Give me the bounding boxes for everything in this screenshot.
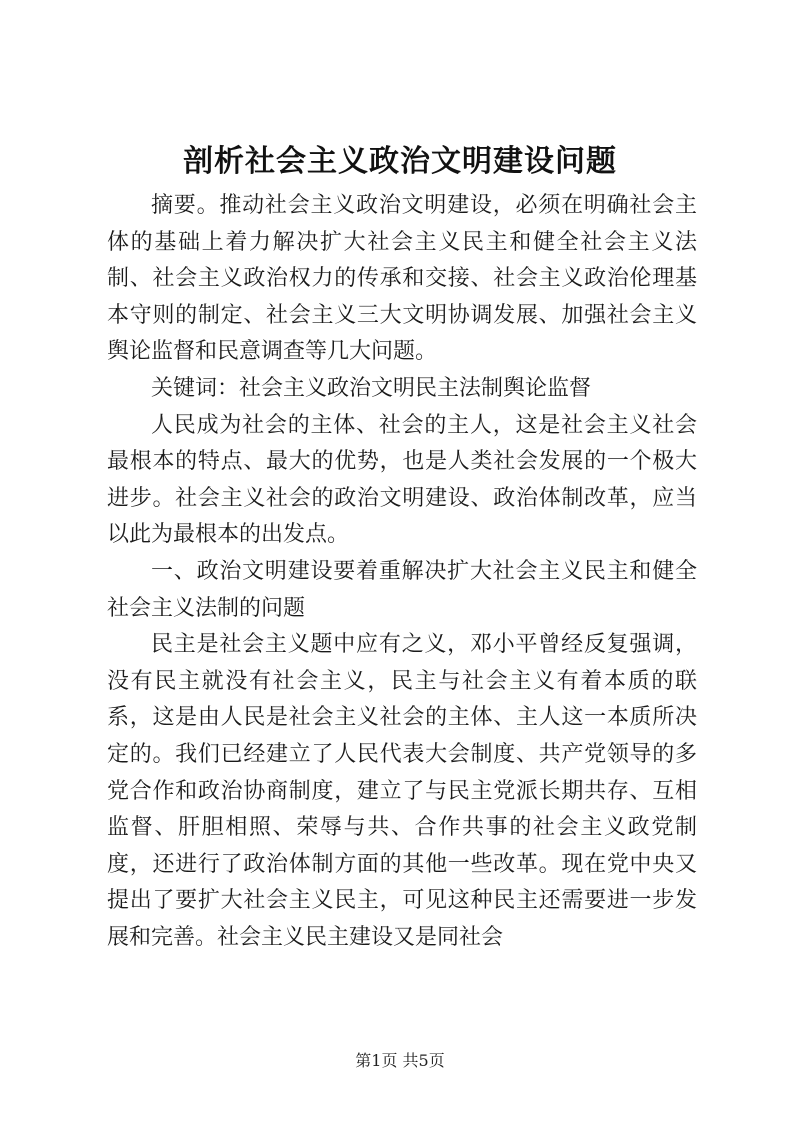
keywords-paragraph: 关键词：社会主义政治文明民主法制舆论监督 xyxy=(151,375,592,401)
abstract-paragraph: 摘要。推动社会主义政治文明建设，必须在明确社会主体的基础上着力解决扩大社会主义民主和健全社会主义法制、社会主义政治权力的传承和交接、社会主义政治伦理基本守则的制定、社会主义三大文明协调发展、加强社会主义舆论监督和民意调查等几大问题。 xyxy=(107,193,697,365)
document-title: 剖析社会主义政治文明建设问题 xyxy=(183,144,617,179)
intro-paragraph: 人民成为社会的主体、社会的主人，这是社会主义社会最根本的特点、最大的优势，也是人类社会发展的一个极大进步。社会主义社会的政治文明建设、政治体制改革，应当以此为最根本的出发点。 xyxy=(107,412,697,548)
document-body xyxy=(107,188,697,956)
body-paragraph: 民主是社会主义题中应有之义，邓小平曾经反复强调，没有民主就没有社会主义，民主与社会主义有着本质的联系，这是由人民是社会主义社会的主体、主人这一本质所决定的。我们已经建立了人民代表大会制度、共产党领导的多党合作和政治协商制度，建立了与民主党派长期共存、互相监督、肝胆相照、荣辱与共、合作共事的社会主义政党制度，还进行了政治体制方面的其他一些改革。现在党中央又提出了要扩大社会主义民主，可见这种民主还需要进一步发展和完善。社会主义民主建设又是同社会 xyxy=(107,632,697,950)
section-heading-1: 一、政治文明建设要着重解决扩大社会主义民主和健全社会主义法制的问题 xyxy=(107,558,697,621)
page-number-footer: 第1页 共5页 xyxy=(355,1051,445,1070)
